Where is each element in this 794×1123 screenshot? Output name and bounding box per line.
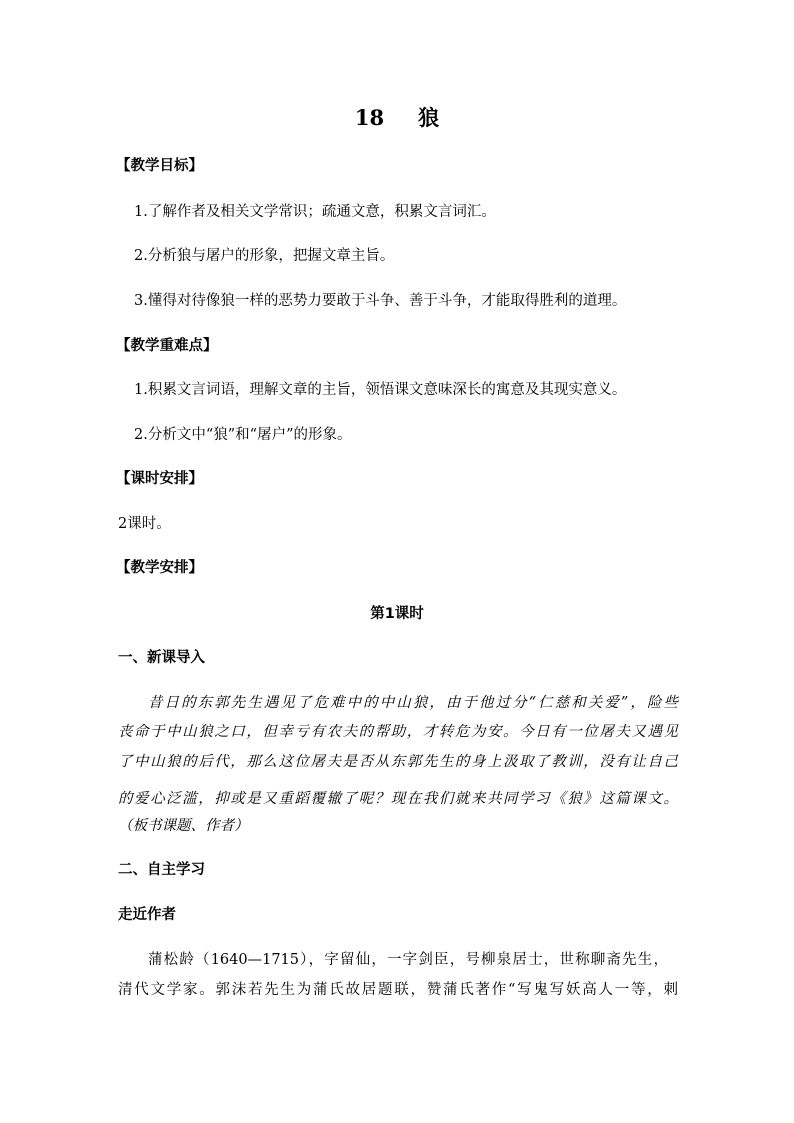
subsection-heading: 走近作者 [118, 907, 176, 923]
paragraph-line: 清代文学家。郭沫若先生为蒲氏故居题联，赞蒲氏著作“写鬼写妖高人一等，刺 [118, 982, 678, 998]
goals-heading: 【教学目标】 [116, 158, 203, 174]
arrangement-heading: 【教学安排】 [116, 560, 203, 576]
section-heading: 二、自主学习 [118, 862, 205, 878]
lesson-number: 18 [354, 105, 385, 130]
paragraph-line: 的爱心泛滥，抑或是又重蹈覆辙了呢？现在我们就来共同学习《狼》这篇课文。 [118, 791, 678, 807]
goal-item: 3.懂得对待像狼一样的恶势力要敢于斗争、善于斗争，才能取得胜利的道理。 [134, 293, 627, 309]
lesson-subtitle: 第1课时 [370, 606, 424, 622]
paragraph-line: （板书课题、作者） [118, 818, 249, 834]
schedule-text: 2课时。 [118, 516, 171, 532]
key-point-item: 2.分析文中“狼”和“屠户”的形象。 [134, 427, 352, 443]
paragraph-line: 昔日的东郭先生遇见了危难中的中山狼，由于他过分“仁慈和关爱”，险些 [148, 695, 678, 711]
paragraph-line: 丧命于中山狼之口，但幸亏有农夫的帮助，才转危为安。今日有一位屠夫又遇见 [118, 724, 678, 740]
goal-item: 2.分析狼与屠户的形象，把握文章主旨。 [134, 248, 395, 264]
key-point-item: 1.积累文言词语，理解文章的主旨，领悟课文意味深长的寓意及其现实意义。 [134, 382, 627, 398]
section-heading: 一、新课导入 [118, 650, 205, 666]
paragraph-line: 蒲松龄（1640—1715），字留仙，一字剑臣，号柳泉居士，世称聊斋先生， [148, 952, 668, 968]
page-title [0, 104, 794, 132]
schedule-heading: 【课时安排】 [116, 471, 203, 487]
paragraph-line: 了中山狼的后代，那么这位屠夫是否从东郭先生的身上汲取了教训，没有让自己 [118, 754, 678, 770]
goal-item: 1.了解作者及相关文学常识；疏通文意，积累文言词汇。 [134, 204, 496, 220]
lesson-title: 狼 [418, 105, 440, 130]
key-points-heading: 【教学重难点】 [116, 338, 218, 354]
